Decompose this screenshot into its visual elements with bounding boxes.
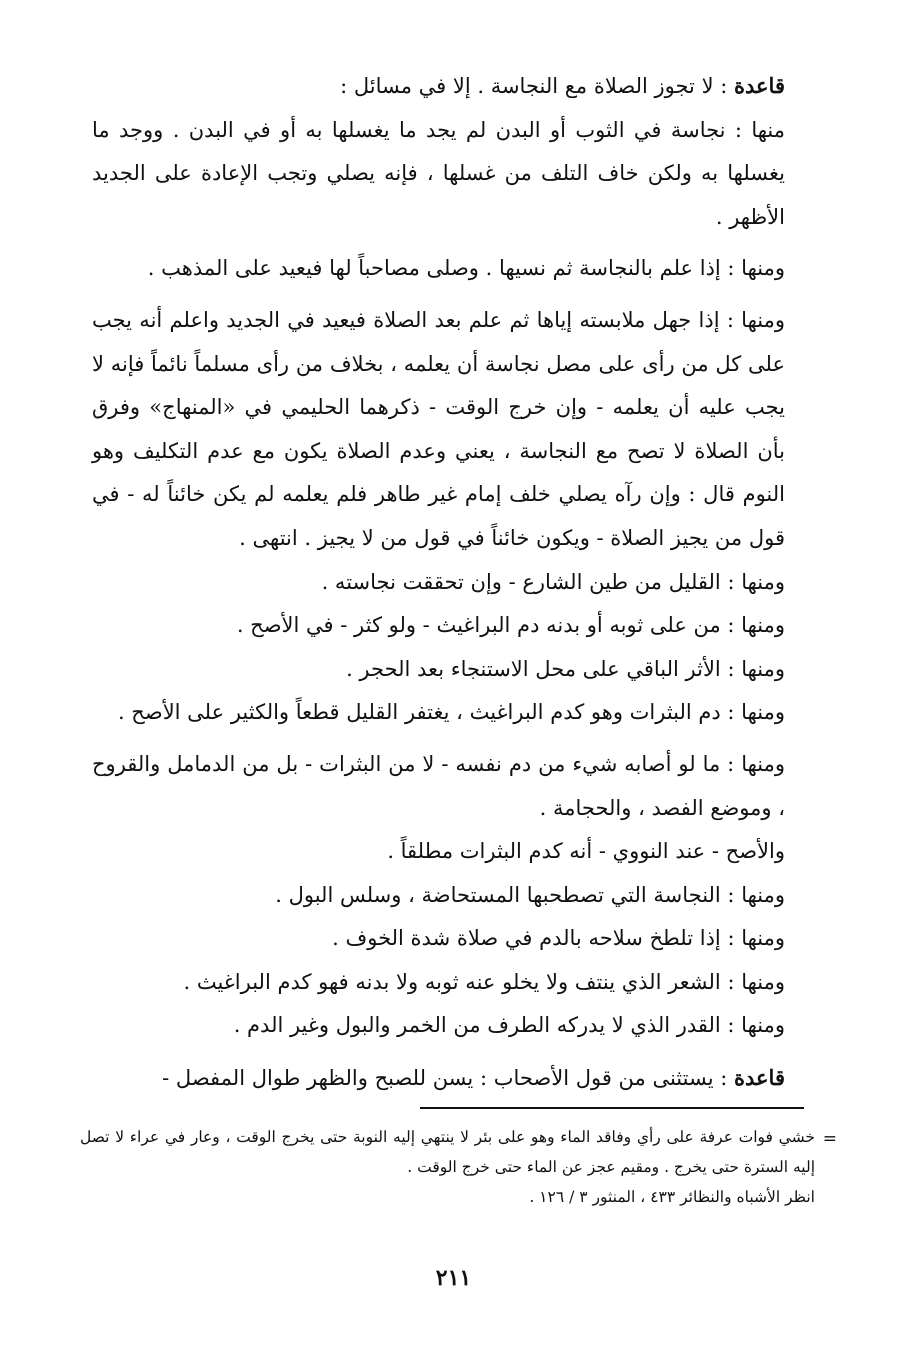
footnote-reference: انظر الأشباه والنظائر ٤٣٣ ، المنثور ٣ / ١٢٦ .: [529, 1188, 815, 1206]
paragraph-5: ومنها : القليل من طين الشارع - وإن تحققت نجاسته .: [321, 569, 785, 594]
paragraph-8: ومنها : دم البثرات وهو كدم البراغيث ، يغتفر القليل قطعاً والكثير على الأصح .: [117, 700, 785, 725]
paragraph-10: والأصح - عند النووي - أنه كدم البثرات مطلقاً .: [387, 839, 785, 864]
rule-heading: قاعدة: [734, 1065, 785, 1091]
rule-paragraph-1: [92, 64, 815, 109]
paragraph-4: ومنها : إذا جهل ملابسته إياها ثم علم بعد الصلاة فيعيد في الجديد واعلم أنه يجب على كل من رأى على مصل نجاسة أن يعلمه ، بخلاف من رأى مسلماً نائماً فإنه لا يجب عليه أن يعلمه - وإن خرج الوقت - ذكرهما الحليمي في «المنهاج» وفرق بأن الصلاة لا تصح مع النجاسة ، يعني وعدم الصلاة يكون مع عدم التكليف وهو النوم قال : وإن رآه يصلي خلف إمام غير طاهر فلم يعلمه لم يكن خائناً له - في قول من يجيز الصلاة - ويكون خائناً في قول من لا يجيز . انتهى .: [92, 307, 785, 550]
rule-text: : لا تجوز الصلاة مع النجاسة . إلا في مسائل :: [340, 74, 728, 98]
paragraph-12: ومنها : إذا تلطخ سلاحه بالدم في صلاة شدة الخوف .: [332, 926, 785, 951]
paragraph-14: ومنها : القدر الذي لا يدركه الطرف من الخمر والبول وغير الدم .: [233, 1013, 785, 1038]
footnote-text: خشي فوات عرفة على رأي وفاقد الماء وهو على بئر لا ينتهي إليه النوبة حتى يخرج الوقت ، وعار في عراء لا تصل إليه السترة حتى يخرج . ومقيم عجز عن الماء حتى خرج الوقت .: [80, 1128, 815, 1176]
paragraph-11: ومنها : النجاسة التي تصطحبها المستحاضة ، وسلس البول .: [275, 882, 785, 907]
rule-heading: قاعدة: [734, 73, 785, 98]
paragraph-9: ومنها : ما لو أصابه شيء من دم نفسه - لا من البثرات - بل من الدمامل والقروح ، وموضع الفصد ، والحجامة .: [92, 751, 785, 820]
footnote-continuation-marker: =: [822, 1129, 837, 1149]
main-text-block: [92, 64, 815, 1101]
paragraph-6: ومنها : من على ثوبه أو بدنه دم البراغيث - ولو كثر - في الأصح .: [236, 613, 785, 638]
rule-paragraph-2: [92, 1056, 815, 1101]
paragraph-2: منها : نجاسة في الثوب أو البدن لم يجد ما يغسلها به أو في البدن . ووجد ما يغسلها به ولكن خاف التلف من غسلها ، فإنه يصلي وتجب الإعادة على الجديد الأظهر .: [92, 117, 785, 229]
footnote-separator: [420, 1107, 804, 1109]
paragraph-7: ومنها : الأثر الباقي على محل الاستنجاء بعد الحجر .: [346, 656, 785, 681]
paragraph-3: ومنها : إذا علم بالنجاسة ثم نسيها . وصلى مصاحباً لها فيعيد على المذهب .: [147, 256, 785, 281]
footnotes-block: [80, 1122, 837, 1212]
rule-text: : يستثنى من قول الأصحاب : يسن للصبح والظهر طوال المفصل -: [162, 1066, 728, 1091]
paragraph-13: ومنها : الشعر الذي ينتف ولا يخلو عنه ثوبه ولا بدنه فهو كدم البراغيث .: [183, 969, 785, 994]
page-number: ٢١١: [435, 1265, 472, 1291]
